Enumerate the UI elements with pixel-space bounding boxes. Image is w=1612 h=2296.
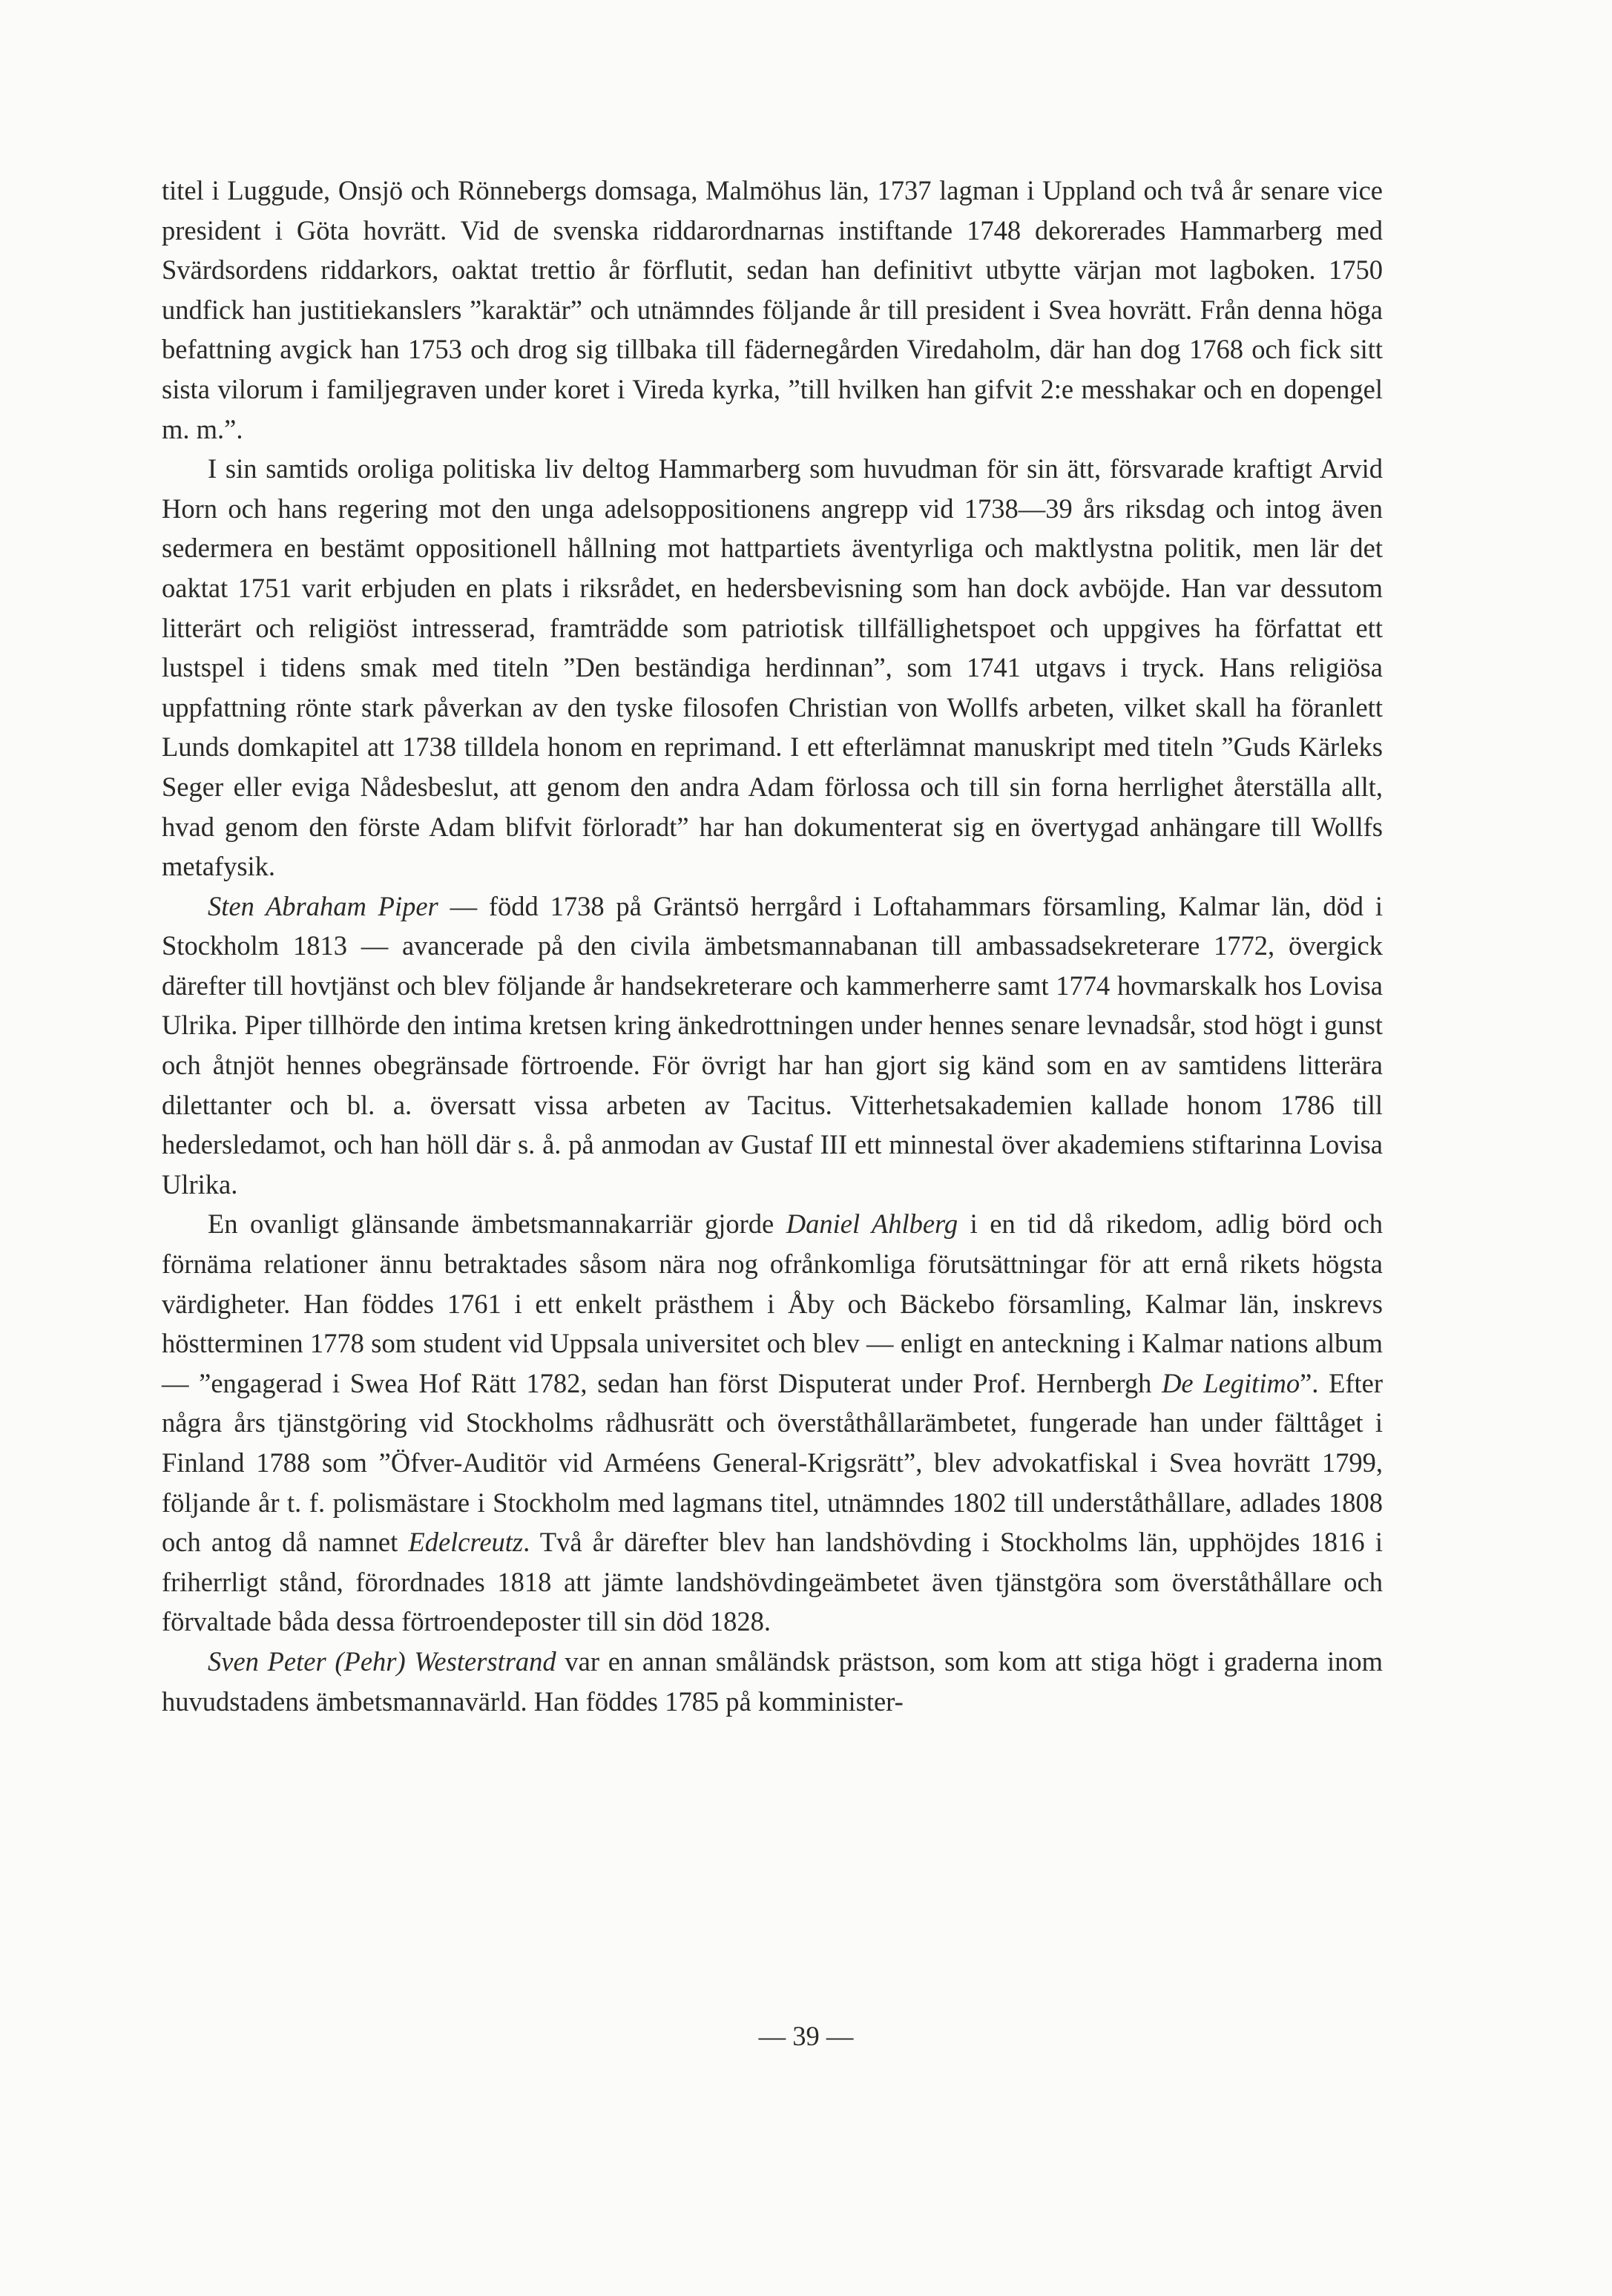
- page-text: [162, 171, 1383, 1721]
- dissertation-title: De Legitimo: [1162, 1367, 1300, 1398]
- noble-name-edelcreutz: Edelcreutz: [408, 1527, 524, 1558]
- paragraph-2-text: I sin samtids oroliga politiska liv deltog Hammarberg som huvudman för sin ätt, försvarade kraftigt Arvid Horn och hans regering mot den unga adelsoppositionens angrepp vid 1738—39 års riksdag och intog även sedermera en bestämt oppositionell hållning mot hattpartiets äventyrliga och maktlystna politik, men lär det oaktat 1751 varit erbjuden en plats i riksrådet, en hedersbevisning som han dock avböjde. Han var dessutom litterärt och religiöst intresserad, framträdde som patriotisk tillfällighetspoet och uppgives ha författat ett lustspel i tidens smak med titeln ”Den beständiga herdinnan”, som 1741 utgavs i tryck. Hans religiösa uppfattning rönte stark påverkan av den tyske filosofen Christian von Wollfs arbeten, vilket skall ha föranlett Lunds domkapitel att 1738 tilldela honom en reprimand. I ett efterlämnat manuskript med titeln ”Guds Kärleks Seger eller eviga Nådesbeslut, att genom den andra Adam förlossa och till sin forna herrlighet återställa allt, hvad genom den förste Adam blifvit förloradt” har han dokumenterat sig en övertygad anhängare till Wollfs metafysik.: [162, 453, 1383, 882]
- paragraph-2: [162, 449, 1383, 887]
- paragraph-4-text-d: . Två år därefter blev han landshövding i Stockholms län, upphöjdes 1816 i friherrligt stånd, förordnades 1818 att jämte landshövdingeämbetet även tjänstgöra som överståthållare och förvaltade båda dessa förtroendeposter till sin död 1828.: [162, 1527, 1383, 1637]
- person-name-westerstrand: Sven Peter (Pehr) Westerstrand: [208, 1645, 556, 1677]
- page-number: — 39 —: [758, 2021, 854, 2051]
- paragraph-4-text-a: En ovanligt glänsande ämbetsmannakarriär gjorde: [208, 1208, 786, 1240]
- paragraph-3: [162, 887, 1383, 1205]
- paragraph-4-text-c: ”. Efter några års tjänstgöring vid Stockholms rådhusrätt och överståthållarämbetet, fungerade han under fälttåget i Finland 1788 som ”Öfver-Auditör vid Arméens General-Krigsrätt”, blev advokatfiskal i Svea hovrätt 1799, följande år t. f. polismästare i Stockholm med lagmans titel, utnämndes 1802 till underståthållare, adlades 1808 och antog då namnet: [162, 1367, 1384, 1558]
- paragraph-4: [162, 1204, 1383, 1642]
- person-name-piper: Sten Abraham Piper: [208, 890, 438, 921]
- paragraph-1-text: titel i Luggude, Onsjö och Rönnebergs domsaga, Malmöhus län, 1737 lagman i Uppland och två år senare vice president i Göta hovrätt. Vid de svenska riddarordnarnas instiftande 1748 dekorerades Hammarberg med Svärdsordens riddarkors, oaktat trettio år förflutit, sedan han definitivt utbytte värjan mot lagboken. 1750 undfick han justitiekanslers ”karaktär” och utnämndes följande år till president i Svea hovrätt. Från denna höga befattning avgick han 1753 och drog sig tillbaka till fädernegården Viredaholm, där han dog 1768 och fick sitt sista vilorum i familjegraven under koret i Vireda kyrka, ”till hvilken han gifvit 2:e messhakar och en dopengel m. m.”.: [162, 175, 1383, 444]
- paragraph-5: [162, 1642, 1383, 1721]
- paragraph-5-text: var en annan småländsk prästson, som kom att stiga högt i graderna inom huvudstadens ämbetsmannavärld. Han föddes 1785 på komminister-: [162, 1645, 1383, 1717]
- paragraph-1: [162, 171, 1383, 449]
- paragraph-4-text-b: i en tid då rikedom, adlig börd och förnäma relationer ännu betraktades såsom nära nog ofrånkomliga förutsättningar för att ernå rikets högsta värdigheter. Han föddes 1761 i ett enkelt prästhem i Åby och Bäckebo församling, Kalmar län, inskrevs höstterminen 1778 som student vid Uppsala universitet och blev — enligt en anteckning i Kalmar nations album — ”engagerad i Swea Hof Rätt 1782, sedan han först Disputerat under Prof. Hernbergh: [162, 1208, 1384, 1398]
- paragraph-3-text: — född 1738 på Gräntsö herrgård i Loftahammars församling, Kalmar län, död i Stockholm 1813 — avancerade på den civila ämbetsmannabanan till ambassadsekreterare 1772, övergick därefter till hovtjänst och blev följande år handsekreterare och kammerherre samt 1774 hovmarskalk hos Lovisa Ulrika. Piper tillhörde den intima kretsen kring änkedrottningen under hennes senare levnadsår, stod högt i gunst och åtnjöt hennes obegränsade förtroende. För övrigt har han gjort sig känd som en av samtidens litterära dilettanter och bl. a. översatt vissa arbeten av Tacitus. Vitterhetsakademien kallade honom 1786 till hedersledamot, och han höll där s. å. på anmodan av Gustaf III ett minnestal över akademiens stiftarinna Lovisa Ulrika.: [162, 890, 1383, 1200]
- person-name-ahlberg: Daniel Ahlberg: [786, 1208, 958, 1240]
